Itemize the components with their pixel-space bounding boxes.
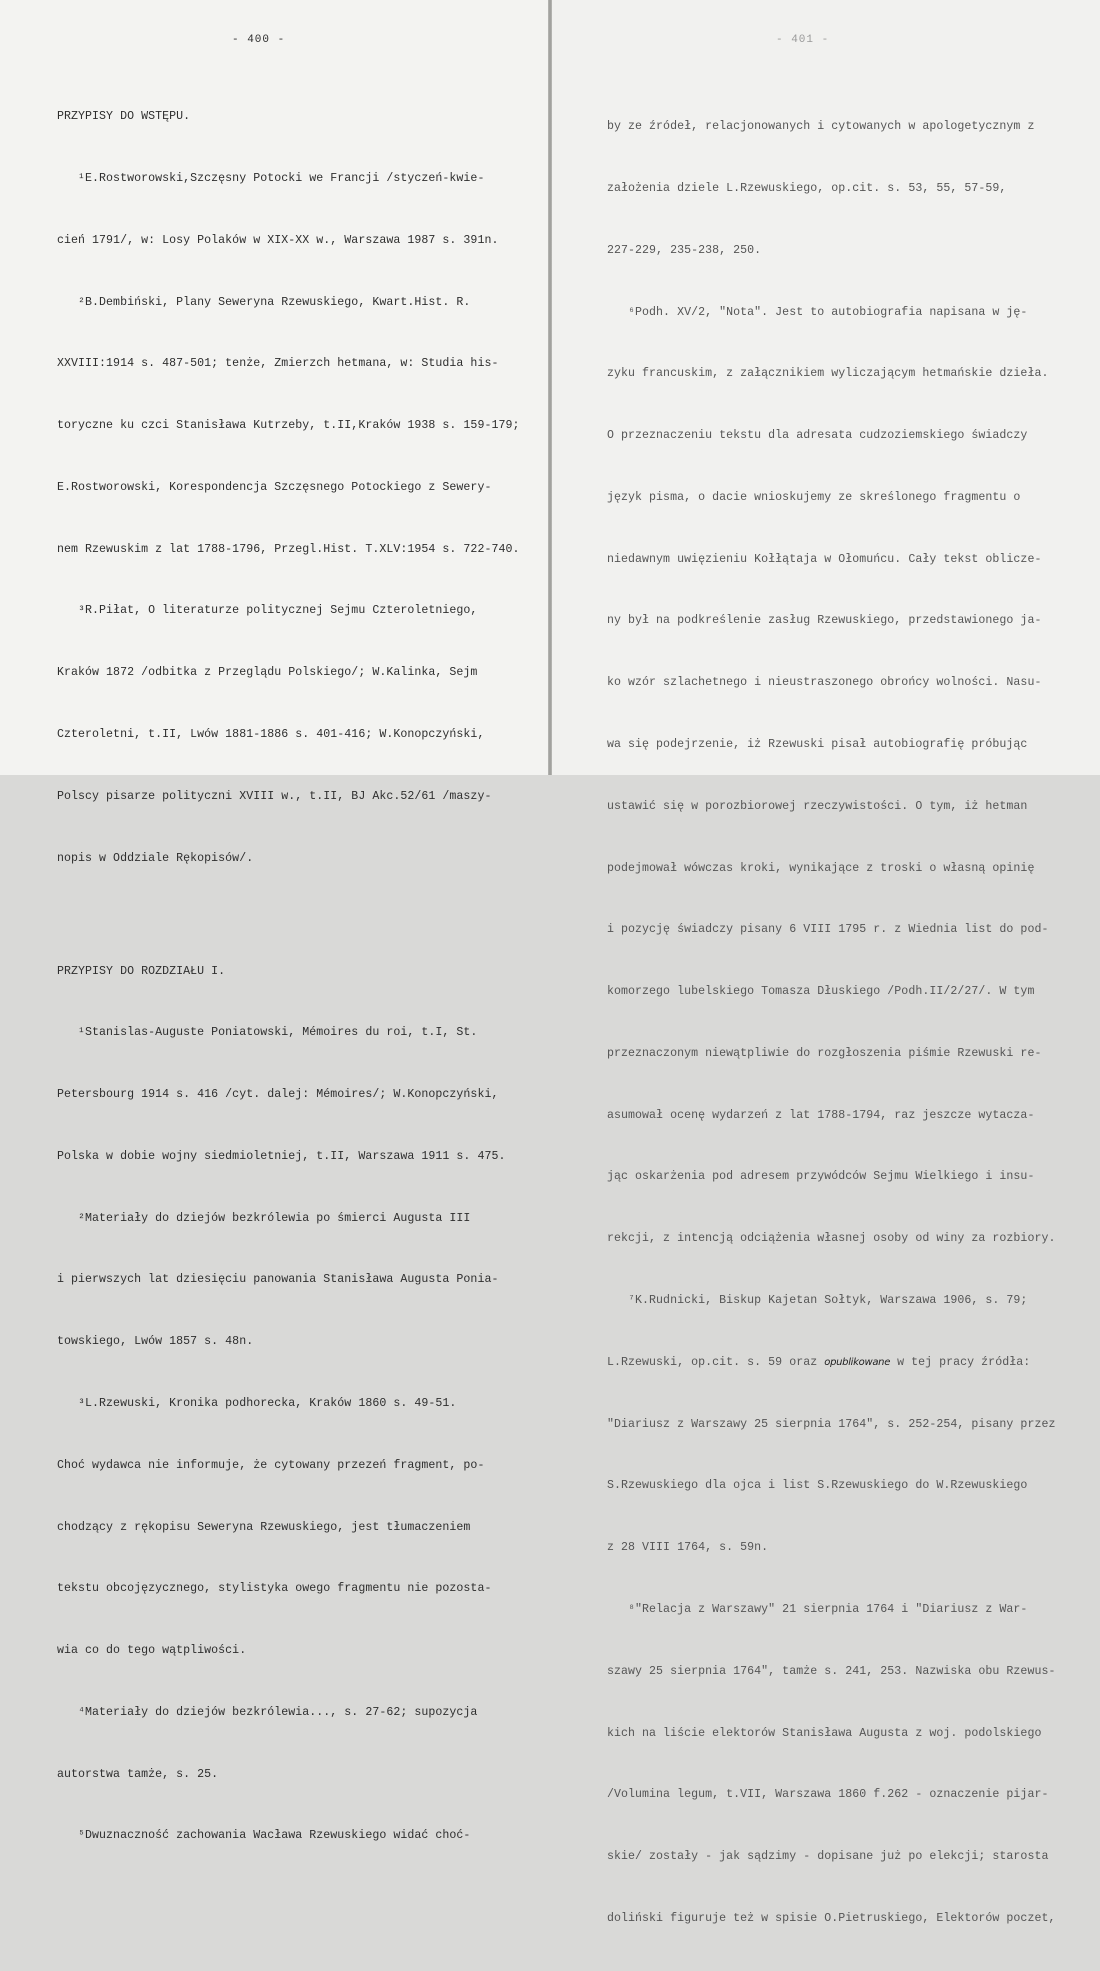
text-line: Polska w dobie wojny siedmioletniej, t.II, Warszawa 1911 s. 475. (57, 1149, 506, 1163)
text-line: asumował ocenę wydarzeń z lat 1788-1794, raz jeszcze wytacza- (607, 1108, 1035, 1122)
text-line: nopis w Oddziale Rękopisów/. (57, 851, 254, 865)
text-line: Czteroletni, t.II, Lwów 1881-1886 s. 401-416; W.Konopczyński, (57, 728, 485, 741)
right-page (552, 0, 1100, 1925)
text-line: Petersbourg 1914 s. 416 /cyt. dalej: Mémoires/; W.Konopczyński, (57, 1088, 499, 1102)
handwritten-insert: opublikowane (824, 1356, 891, 1368)
text-line: toryczne ku czci Stanisława Kutrzeby, t.II,Kraków 1938 s. 159-179; (57, 419, 520, 433)
text-line: rekcji, z intencją odciążenia własnej osoby od winy za rozbiory. (607, 1232, 1056, 1246)
spacer (57, 910, 520, 920)
text-line: Choć wydawca nie informuje, że cytowany przezeń fragment, po- (57, 1458, 485, 1472)
text-line: 227-229, 235-238, 250. (607, 243, 762, 257)
text-line: ⁸"Relacja z Warszawy" 21 sierpnia 1764 i "Diariusz z War- (607, 1602, 1028, 1616)
text-segment: L.Rzewuski, op.cit. s. 59 oraz (607, 1355, 818, 1369)
text-line: ⁷K.Rudnicki, Biskup Kajetan Sołtyk, Warszawa 1906, s. 79; (607, 1294, 1028, 1308)
text-line: język pisma, o dacie wnioskujemy ze skreślonego fragmentu o (607, 490, 1021, 504)
text-segment: w tej pracy źródła: (890, 1355, 1031, 1369)
text-line: komorzego lubelskiego Tomasza Dłuskiego /Podh.II/2/27/. W tym (607, 985, 1035, 999)
text-line: niedawnym uwięzieniu Kołłątaja w Ołomuńcu. Cały tekst oblicze- (607, 552, 1042, 566)
text-line: /Volumina legum, t.VII, Warszawa 1860 f.262 - oznaczenie pijar- (607, 1788, 1049, 1802)
text-line: i pierwszych lat dziesięciu panowania Stanisława Augusta Ponia- (57, 1273, 499, 1287)
text-line: zyku francuskim, z załącznikiem wyliczającym hetmańskie dzieła. (607, 367, 1049, 381)
text-line: z 28 VIII 1764, s. 59n. (607, 1541, 769, 1555)
text-line: ³R.Piłat, O literaturze politycznej Sejmu Czteroletniego, (57, 604, 478, 618)
text-line: wa się podejrzenie, iż Rzewuski pisał autobiografię próbując (607, 738, 1028, 751)
text-line: podejmował wówczas kroki, wynikające z troski o własną opinię (607, 861, 1035, 875)
page-number: - 401 - (776, 34, 830, 46)
text-line: ustawić się w porozbiorowej rzeczywistości. O tym, iż hetman (607, 799, 1028, 813)
right-page-text (607, 76, 1055, 1971)
text-line: ¹E.Rostworowski,Szczęsny Potocki we Francji /styczeń-kwie- (57, 171, 485, 185)
text-line: cień 1791/, w: Losy Polaków w XIX-XX w., Warszawa 1987 s. 391n. (57, 233, 499, 247)
page-number: - 400 - (232, 34, 286, 46)
text-line: ⁵Dwuznaczność zachowania Wacława Rzewuskiego widać choć- (57, 1829, 471, 1843)
text-line: "Diariusz z Warszawy 25 sierpnia 1764", s. 252-254, pisany przez (607, 1417, 1056, 1431)
text-line: Polscy pisarze polityczni XVIII w., t.II, BJ Akc.52/61 /maszy- (57, 789, 492, 803)
text-line: skie/ zostały - jak sądzimy - dopisane już po elekcji; starosta (607, 1850, 1049, 1864)
text-line: kich na liście elektorów Stanisława Augusta z woj. podolskiego (607, 1726, 1042, 1740)
text-line: ²Materiały do dziejów bezkrólewia po śmierci Augusta III (57, 1211, 471, 1225)
text-line: szawy 25 sierpnia 1764", tamże s. 241, 253. Nazwiska obu Rzewus- (607, 1664, 1056, 1678)
text-line: nem Rzewuskim z lat 1788-1796, Przegl.Hist. T.XLV:1954 s. 722-740. (57, 542, 520, 556)
text-line-with-insert (607, 1353, 1055, 1374)
text-line: wia co do tego wątpliwości. (57, 1644, 247, 1658)
text-line: założenia dziele L.Rzewuskiego, op.cit. s. 53, 55, 57-59, (607, 181, 1007, 195)
left-page (0, 0, 548, 1843)
text-line: przeznaczonym niewątpliwie do rozgłoszenia piśmie Rzewuski re- (607, 1046, 1042, 1060)
section-heading: PRZYPISY DO WSTĘPU. (57, 110, 191, 124)
text-line: ¹Stanislas-Auguste Poniatowski, Mémoires du roi, t.I, St. (57, 1026, 478, 1040)
text-line: tekstu obcojęzycznego, stylistyka owego fragmentu nie pozosta- (57, 1582, 492, 1596)
text-line: by ze źródeł, relacjonowanych i cytowanych w apologetycznym z (607, 120, 1035, 134)
text-line: ²B.Dembiński, Plany Seweryna Rzewuskiego, Kwart.Hist. R. (57, 295, 471, 309)
text-line: doliński figuruje też w spisie O.Pietruskiego, Elektorów poczet, (607, 1911, 1056, 1925)
text-line: ⁴Materiały do dziejów bezkrólewia..., s. 27-62; supozycja (57, 1705, 478, 1719)
text-line: S.Rzewuskiego dla ojca i list S.Rzewuskiego do W.Rzewuskiego (607, 1479, 1028, 1493)
text-line: ny był na podkreślenie zasług Rzewuskiego, przedstawionego ja- (607, 614, 1042, 628)
text-line: towskiego, Lwów 1857 s. 48n. (57, 1335, 254, 1349)
text-line: XXVIII:1914 s. 487-501; tenże, Zmierzch hetmana, w: Studia his- (57, 357, 499, 371)
text-line: O przeznaczeniu tekstu dla adresata cudzoziemskiego świadczy (607, 429, 1028, 443)
section-heading: PRZYPISY DO ROZDZIAŁU I. (57, 964, 226, 978)
text-line: autorstwa tamże, s. 25. (57, 1767, 219, 1781)
text-line: ³L.Rzewuski, Kronika podhorecka, Kraków 1860 s. 49-51. (57, 1397, 457, 1410)
text-line: i pozycję świadczy pisany 6 VIII 1795 r. z Wiednia list do pod- (607, 923, 1049, 937)
text-line: ⁶Podh. XV/2, "Nota". Jest to autobiografia napisana w ję- (607, 305, 1028, 319)
text-line: chodzący z rękopisu Seweryna Rzewuskiego, jest tłumaczeniem (57, 1520, 471, 1534)
left-page-text (57, 66, 520, 1888)
text-line: ko wzór szlachetnego i nieustraszonego obrońcy wolności. Nasu- (607, 676, 1042, 690)
text-line: jąc oskarżenia pod adresem przywódców Sejmu Wielkiego i insu- (607, 1170, 1035, 1184)
text-line: E.Rostworowski, Korespondencja Szczęsnego Potockiego z Sewery- (57, 480, 492, 494)
text-line: Kraków 1872 /odbitka z Przeglądu Polskiego/; W.Kalinka, Sejm (57, 666, 478, 680)
